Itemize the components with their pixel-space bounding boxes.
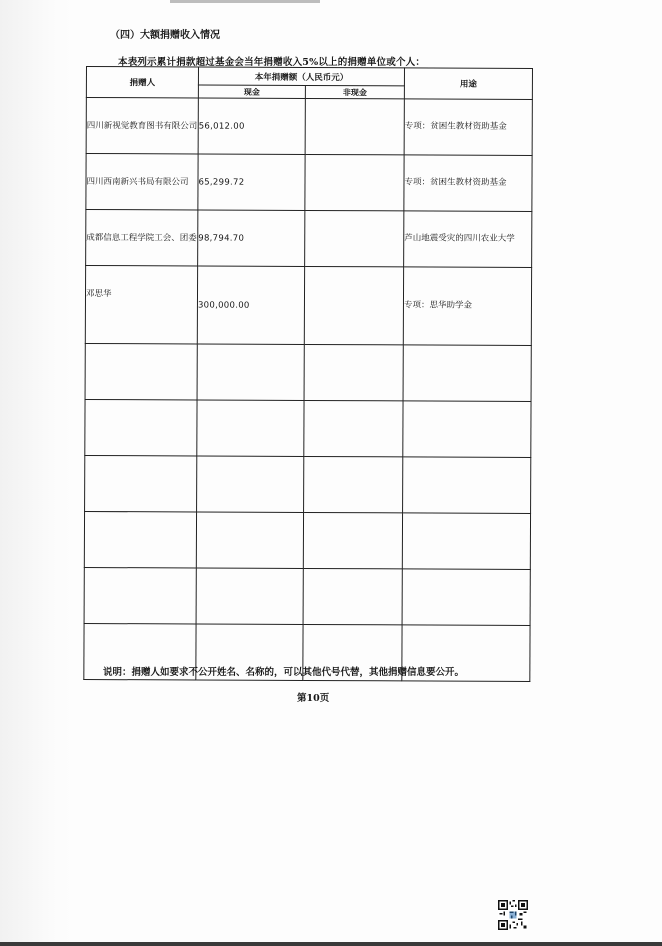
section-title: （四）大额捐赠收入情况 — [110, 30, 220, 41]
table-row — [85, 343, 531, 401]
scan-shadow — [0, 0, 72, 946]
donor-cell — [85, 343, 197, 399]
noncash-cell — [305, 210, 404, 266]
table-row — [85, 455, 531, 513]
noncash-cell — [304, 456, 403, 512]
noncash-cell — [305, 154, 404, 210]
use-cell — [403, 457, 531, 514]
table-intro: 本表列示累计捐款超过基金会当年捐赠收入5%以上的捐赠单位或个人： — [118, 57, 426, 68]
cash-cell: 98,794.70 — [198, 210, 305, 266]
donor-cell: 成都信息工程学院工会、团委 — [86, 210, 198, 266]
table-row — [86, 210, 532, 268]
noncash-cell — [304, 400, 403, 456]
use-cell: 专项：贫困生教材资助基金 — [404, 155, 532, 212]
donor-cell — [84, 567, 196, 623]
table-row — [86, 98, 532, 156]
cash-cell — [197, 344, 304, 400]
scan-edge — [170, 0, 320, 3]
page-number: 第10页 — [297, 693, 330, 704]
cash-cell: 65,299.72 — [198, 154, 305, 210]
header-cash: 现金 — [198, 85, 305, 98]
header-donor: 捐赠人 — [86, 67, 198, 98]
use-cell — [403, 345, 531, 402]
use-cell: 芦山地震受灾的四川农业大学 — [404, 211, 532, 268]
table-row — [84, 511, 530, 569]
donor-cell: 邓思华 — [85, 266, 197, 344]
noncash-cell — [304, 266, 403, 344]
use-cell — [402, 513, 530, 570]
noncash-cell — [303, 512, 402, 568]
donor-cell: 四川西南新兴书局有限公司 — [86, 154, 198, 210]
use-cell — [403, 401, 531, 458]
table-row — [85, 399, 531, 457]
cash-cell — [196, 512, 303, 568]
header-noncash: 非现金 — [305, 85, 404, 98]
use-cell: 专项：思华助学金 — [403, 267, 531, 346]
donor-cell — [84, 511, 196, 567]
table-row — [85, 266, 531, 346]
header-use: 用途 — [404, 68, 532, 100]
donor-cell: 四川新视觉教育图书有限公司 — [86, 98, 198, 154]
cash-cell — [197, 456, 304, 512]
noncash-cell — [304, 344, 403, 400]
donor-cell — [85, 399, 197, 455]
qr-code-icon — [498, 900, 528, 930]
use-cell — [402, 569, 530, 626]
cash-cell — [196, 568, 303, 624]
table-row — [84, 567, 530, 625]
header-amount-group: 本年捐赠额（人民币元） — [198, 67, 404, 86]
cash-cell: 56,012.00 — [198, 98, 305, 154]
cash-cell: 300,000.00 — [197, 266, 304, 344]
donation-table — [83, 66, 533, 682]
scan-bottom-edge — [0, 942, 662, 946]
noncash-cell — [305, 98, 404, 154]
noncash-cell — [303, 568, 402, 624]
cash-cell — [197, 400, 304, 456]
table-row — [86, 154, 532, 212]
use-cell: 专项：贫困生教材资助基金 — [404, 99, 532, 156]
donor-cell — [85, 455, 197, 511]
table-footnote: 说明：捐赠人如要求不公开姓名、名称的，可以其他代号代替，其他捐赠信息要公开。 — [103, 667, 465, 678]
